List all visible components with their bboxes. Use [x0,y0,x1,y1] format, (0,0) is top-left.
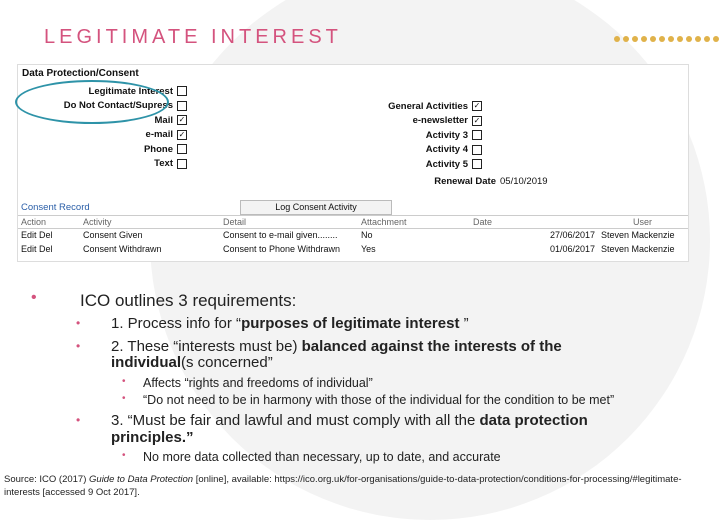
req1-suffix: ” [459,315,469,332]
bullet-dot: • [76,339,81,353]
requirement-3 [111,412,588,429]
dot [614,36,620,42]
consent-checkbox[interactable] [472,145,482,155]
dot [713,36,719,42]
highlight-circle [15,80,169,124]
bullet-dot: • [122,393,126,404]
consent-checkbox[interactable] [177,144,187,154]
dot [677,36,683,42]
dot [695,36,701,42]
consent-option-label: e-newsletter [412,115,468,126]
consent-option-label: Activity 4 [425,144,468,155]
row-user: Steven Mackenzie [601,244,675,254]
req3-line2-suffix: .” [181,429,194,446]
consent-option-label: Mail [154,114,173,126]
consent-record-title: Consent Record [21,202,90,213]
consent-option-label: Phone [143,143,173,155]
req2-line2-bold: individual [111,354,182,371]
consent-option-label: Do Not Contact/Supress [63,100,173,111]
consent-option [378,115,482,127]
consent-checkbox[interactable] [177,101,187,111]
bullet-dot: • [31,289,37,306]
row-date: 01/06/2017 [550,244,596,254]
req1-bold: purposes of legitimate interest [241,315,460,332]
req2-sub-bullet: “Do not need to be in harmony with those of the individual for the condition to be met” [143,393,615,407]
row-date: 27/06/2017 [550,230,596,240]
bullet-dot: • [122,450,126,461]
consent-option-label: General Activities [388,100,468,112]
row-detail: Consent to Phone Withdrawn [223,244,341,254]
consent-option [378,158,482,170]
consent-checkbox[interactable]: ✓ [178,129,186,139]
consent-checkbox[interactable]: ✓ [178,115,186,124]
row-attachment: No [361,230,373,240]
req2-prefix: 2. These “interests must be) [111,338,302,355]
slide-title: LEGITIMATE INTEREST [44,26,342,48]
dot [641,36,647,42]
renewal-date-value: 05/10/2019 [500,175,548,187]
consent-checkbox[interactable] [177,159,187,169]
req3-bold: data protection [479,412,588,429]
req2-line2-suffix: (s concerned” [181,354,273,371]
row-activity: Consent Given [83,230,143,240]
consent-checkbox[interactable] [177,86,187,96]
consent-option [58,129,187,141]
renewal-date-row [406,175,548,187]
data-protection-heading: Data Protection/Consent [22,68,139,79]
consent-option [378,100,482,112]
dot [632,36,638,42]
dot [659,36,665,42]
table-row [18,243,688,255]
column-header: Date [473,217,493,227]
source-citation [4,473,716,499]
consent-option [58,143,187,155]
row-activity: Consent Withdrawn [83,244,162,254]
consent-option-label: Legitimate Interest [88,85,173,97]
dot [704,36,710,42]
column-header: Attachment [361,217,407,227]
requirement-2-line2 [111,354,273,371]
requirement-1 [111,315,469,332]
consent-checkbox[interactable]: ✓ [473,101,481,110]
column-header: Action [21,217,47,227]
dot [668,36,674,42]
source-prefix: Source: ICO (2017) [4,474,90,485]
column-header: User [633,217,653,227]
row-attachment: Yes [361,244,376,254]
req3-sub-bullet: No more data collected than necessary, up to date, and accurate [143,450,501,464]
row-actions[interactable]: Edit Del [21,244,53,254]
consent-option [378,129,482,141]
table-row [18,229,688,241]
column-header: Activity [83,217,112,227]
req1-prefix: 1. Process info for “ [111,315,242,332]
consent-option-label: Text [154,158,173,169]
renewal-date-label: Renewal Date [434,175,496,187]
row-actions[interactable]: Edit Del [21,230,53,240]
dot [686,36,692,42]
consent-option-label: Activity 5 [425,158,468,170]
source-title: Guide to Data Protection [89,474,194,485]
dot [650,36,656,42]
bullet-dot: • [76,413,81,427]
requirement-3-line2 [111,429,194,446]
table-header [18,215,688,229]
column-header: Detail [223,217,247,227]
bullet-dot: • [76,316,81,330]
requirement-2 [111,338,562,355]
consent-checkbox[interactable] [472,130,482,140]
req2-sub-bullet: Affects “rights and freedoms of individual” [143,376,373,390]
consent-checkbox[interactable]: ✓ [473,115,481,125]
req3-prefix: 3. “Must be fair and lawful and must comply with all the [111,412,480,429]
main-bullet: ICO outlines 3 requirements: [80,291,297,310]
source-suffix: [online], available: https://ico.org.uk/for-organisations/guide-to-data-protection/conditions-for-processing/#legitimate-interests [accessed 9 Oct 2017]. [4,474,682,498]
req2-bold: balanced against the interests of the [301,338,562,355]
consent-checkbox[interactable] [472,159,482,169]
consent-option-label: Activity 3 [425,129,468,141]
bullet-dot: • [122,376,126,387]
decorative-dots [614,36,719,42]
row-user: Steven Mackenzie [601,230,675,240]
dot [623,36,629,42]
consent-option [58,158,187,170]
req3-line2-bold: principles [111,429,182,446]
row-detail: Consent to e-mail given........ [223,230,338,240]
consent-option [378,144,482,156]
consent-option-label: e-mail [145,129,173,140]
log-consent-activity-button[interactable]: Log Consent Activity [240,200,392,215]
